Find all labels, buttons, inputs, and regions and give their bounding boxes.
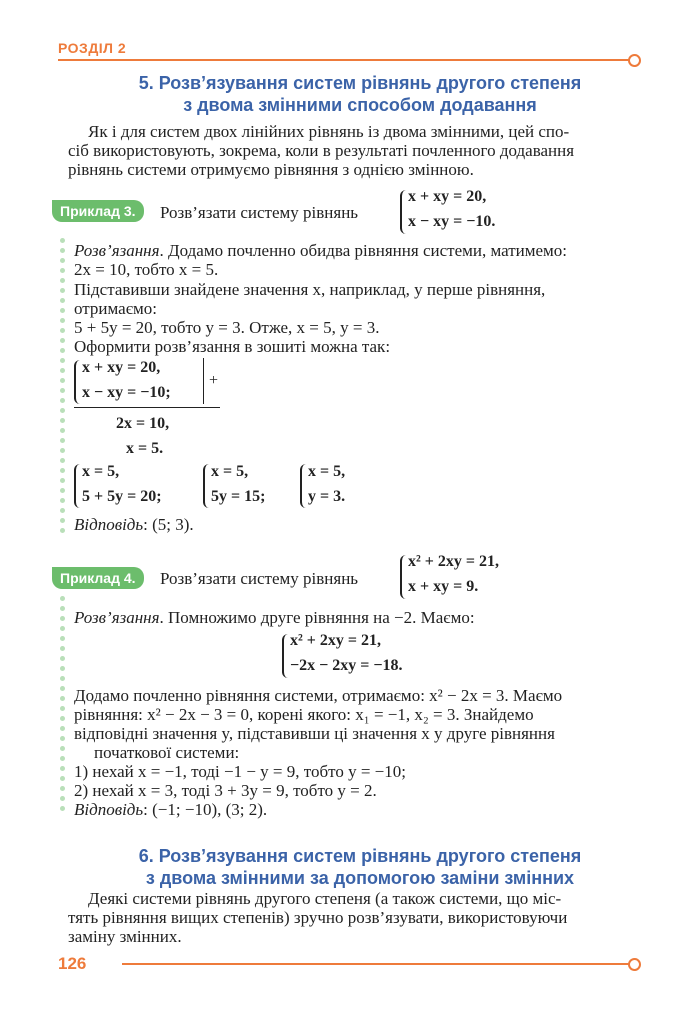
example3-badge: Приклад 3. xyxy=(52,200,144,222)
section6-title: 6. Розв’язування систем рівнянь другого степеня з двома змінними за допомогою заміни змінних xyxy=(138,846,582,888)
plus-divider xyxy=(203,358,204,404)
section-label: РОЗДІЛ 2 xyxy=(58,40,127,56)
example3-answer: Відповідь: (5; 3). xyxy=(74,515,194,534)
example3-solution: Розв’язання. Додамо почленно обидва рівняння системи, матимемо: 2x = 10, тобто x = 5. Підставивши знайдене значення x, наприклад, у перше рівняння, отримаємо: 5 + 5y = 20, тобто y = 3. Отже, x = 5, y = 3. Оформити розв’язання в зошиті можна так: xyxy=(74,241,568,356)
example3-system-brace xyxy=(400,190,408,234)
chain-system-2: x = 5, 5y = 15; xyxy=(211,463,266,505)
plus-sign: + xyxy=(209,372,219,389)
chain-brace-2 xyxy=(203,464,211,508)
work-system-brace xyxy=(74,360,82,404)
chain-brace-3 xyxy=(300,464,308,508)
example4-system-brace xyxy=(400,555,408,599)
sum-lines: 2x = 10, x = 5. xyxy=(116,415,170,457)
example3-dots xyxy=(60,238,66,538)
page-number: 126 xyxy=(58,954,87,973)
header-ring-icon xyxy=(628,54,641,67)
example4-mid-system: x² + 2xy = 21, −2x − 2xy = −18. xyxy=(290,632,403,674)
sum-rule xyxy=(74,407,220,408)
example4-body: Додамо почленно рівняння системи, отримаємо: x² − 2x = 3. Маємо рівняння: x² − 2x − 3 = 0, корені якого: x₁ = −1, x₂ = 3. Знайдемо відповідні значення y, підставивши ці значення x у друге рівняння початкової системи: 1) нехай x = −1, тоді −1 − y = 9, тобто y = −10; 2) нехай x = 3, тоді 3 + 3y = 9, тобто y = 2. Відповідь: (−1; −10), (3; 2). xyxy=(74,686,563,819)
solution-label: Розв’язання xyxy=(74,241,160,260)
chain-system-1: x = 5, 5 + 5y = 20; xyxy=(82,463,162,505)
example4-solution-intro: Розв’язання. Помножимо друге рівняння на −2. Маємо: xyxy=(74,608,475,627)
example3-system: x + xy = 20, x − xy = −10. xyxy=(408,188,496,230)
section6-paragraph: Деякі системи рівнянь другого степеня (а також системи, що міс- тять рівняння вищих степенів) зручно розв’язувати, використовуючи заміну змінних. xyxy=(68,889,568,946)
example3-task: Розв’язати систему рівнянь xyxy=(160,203,359,222)
chain-brace-1 xyxy=(74,464,82,508)
example4-badge: Приклад 4. xyxy=(52,567,144,589)
example4-dots xyxy=(60,596,66,816)
example4-mid-brace xyxy=(282,634,290,678)
section5-paragraph: Як і для систем двох лінійних рівнянь із двома змінними, цей спо- сіб використовують, зокрема, коли в результаті почленного додавання рівнянь системи отримуємо рівняння з однією змінною. xyxy=(68,122,575,179)
example4-task: Розв’язати систему рівнянь xyxy=(160,569,359,588)
work-system: x + xy = 20, x − xy = −10; xyxy=(82,359,171,401)
footer-ring-icon xyxy=(628,958,641,971)
header-rule xyxy=(58,59,630,61)
chain-system-3: x = 5, y = 3. xyxy=(308,463,346,505)
example4-system: x² + 2xy = 21, x + xy = 9. xyxy=(408,553,500,595)
footer-rule xyxy=(122,963,630,965)
section5-title: 5. Розв’язування систем рівнянь другого степеня з двома змінними способом додавання xyxy=(138,73,582,115)
